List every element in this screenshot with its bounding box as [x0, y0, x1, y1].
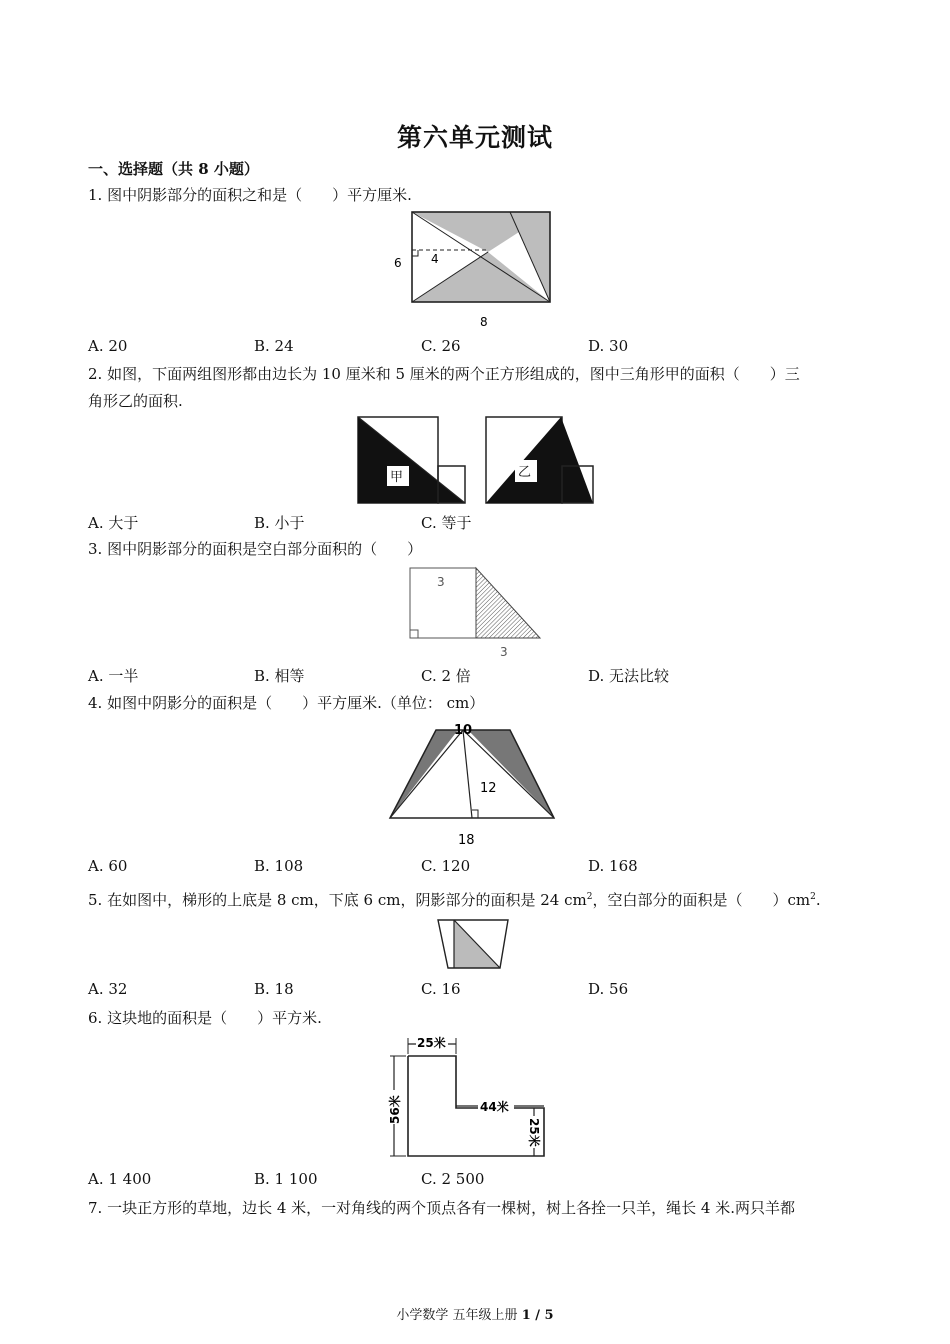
q4-option-b[interactable]: B. 108: [254, 857, 304, 875]
q1-option-c[interactable]: C. 26: [421, 337, 461, 355]
q2-option-a[interactable]: A. 大于: [88, 514, 139, 532]
q5-option-a[interactable]: A. 32: [88, 980, 128, 998]
q1-option-a[interactable]: A. 20: [88, 337, 128, 355]
question-1: 1. 图中阴影部分的面积之和是（ ）平方厘米.: [88, 186, 412, 204]
q3-label-top: 3: [437, 575, 445, 589]
q4-label-height: 12: [480, 781, 497, 796]
q3-label-bottom: 3: [500, 645, 508, 659]
page-footer: [0, 1304, 950, 1323]
q6-option-b[interactable]: B. 1 100: [254, 1170, 318, 1188]
q2-label-jia: 甲: [390, 470, 404, 485]
q1-label-inner: 4: [431, 252, 439, 266]
question-3: 3. 图中阴影部分的面积是空白部分面积的（ ）: [88, 540, 423, 558]
q4-label-bottom: 18: [458, 833, 475, 848]
question-4: 4. 如图中阴影分的面积是（ ）平方厘米.（单位： cm）: [88, 694, 485, 712]
q4-option-a[interactable]: A. 60: [88, 857, 128, 875]
q6-option-a[interactable]: A. 1 400: [88, 1170, 152, 1188]
page-number: 1 / 5: [521, 1308, 554, 1323]
q1-option-b[interactable]: B. 24: [254, 337, 294, 355]
question-2-line2: 角形乙的面积.: [88, 392, 183, 410]
q4-option-d[interactable]: D. 168: [588, 857, 638, 875]
q5-option-c[interactable]: C. 16: [421, 980, 461, 998]
q2-option-c[interactable]: C. 等于: [421, 514, 472, 532]
q5-sup2: 2: [810, 892, 816, 902]
q5-text-mid: ，空白部分的面积是（ ）cm: [592, 891, 811, 909]
q1-label-side: 6: [394, 256, 402, 270]
q2-option-b[interactable]: B. 小于: [254, 514, 305, 532]
q6-label-right: 25米: [527, 1118, 541, 1147]
question-6: 6. 这块地的面积是（ ）平方米.: [88, 1009, 322, 1027]
q2-label-yi: 乙: [518, 465, 532, 480]
q3-option-c[interactable]: C. 2 倍: [421, 667, 471, 685]
q1-label-bottom: 8: [480, 315, 488, 329]
q6-label-middle: 44米: [480, 1100, 509, 1114]
q3-option-d[interactable]: D. 无法比较: [588, 667, 670, 685]
q4-figure: [386, 718, 562, 850]
q2-figure-b: [485, 416, 597, 506]
question-7: 7. 一块正方形的草地，边长 4 米，一对角线的两个顶点各有一棵树，树上各拴一只羊，绳长 4 米.两只羊都: [88, 1199, 796, 1217]
q6-label-left: 56米: [388, 1095, 402, 1124]
q5-figure: [434, 916, 514, 974]
q3-figure: [408, 566, 548, 660]
page-title: 第六单元测试: [396, 123, 553, 152]
question-2-line1: 2. 如图，下面两组图形都由边长为 10 厘米和 5 厘米的两个正方形组成的，图中三角形甲的面积（ ）三: [88, 365, 800, 383]
q5-text-end: .: [815, 891, 821, 909]
q4-label-top: 10: [454, 723, 473, 738]
q1-figure: [388, 208, 558, 330]
q6-figure: [384, 1032, 564, 1164]
section-heading: 一、选择题（共 8 小题）: [88, 160, 259, 178]
q2-figure-a: [357, 416, 469, 506]
q5-option-d[interactable]: D. 56: [588, 980, 629, 998]
q1-option-d[interactable]: D. 30: [588, 337, 629, 355]
q5-text-main: 5. 在如图中，梯形的上底是 8 cm，下底 6 cm，阴影部分的面积是 24 cm: [88, 891, 587, 909]
q5-sup: 2: [586, 892, 593, 902]
footer-label: 小学数学 五年级上册: [396, 1308, 522, 1323]
q4-option-c[interactable]: C. 120: [421, 857, 471, 875]
q3-option-b[interactable]: B. 相等: [254, 667, 305, 685]
question-5: [88, 886, 821, 911]
q3-option-a[interactable]: A. 一半: [88, 667, 139, 685]
q6-label-top: 25米: [417, 1036, 446, 1050]
q6-option-c[interactable]: C. 2 500: [421, 1170, 485, 1188]
q5-option-b[interactable]: B. 18: [254, 980, 294, 998]
